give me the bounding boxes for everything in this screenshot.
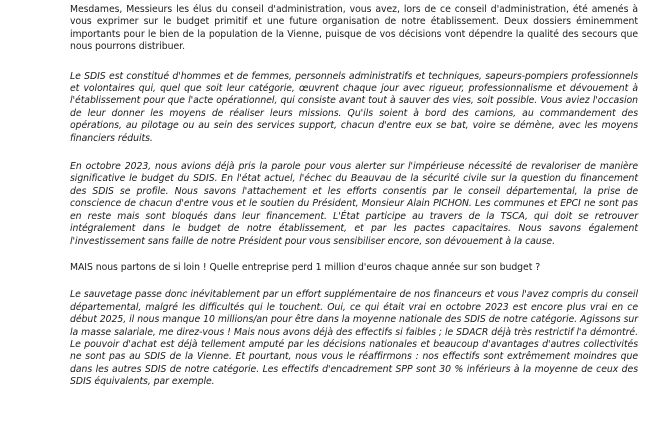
paragraph-sdis-personnel: Le SDIS est constitué d'hommes et de femmes, personnels administratifs et techniques, sapeurs-pompiers professionnels et volontaires qui, quel que soit leur catégorie, œuvrent chaque jour avec rigueur, professionnalisme et dévouement à l'établissement pour que l'acte opérationnel, qui consiste avant tout à sauver des vies, soit possible. Vous aviez l'occasion de leur donner les moyens de réaliser leurs missions. Qu'ils soient à bord des camions, au commandement des opérations, au pilotage ou au sein des services support, chacun d'entre eux se bat, voire se démène, avec les moyens financiers réduits. [70, 70, 638, 144]
paragraph-question: MAIS nous partons de si loin ! Quelle entreprise perd 1 million d'euros chaque année sur son budget ? [70, 261, 541, 273]
paragraph-budget-alert: En octobre 2023, nous avions déjà pris la parole pour vous alerter sur l'impérieuse nécessité de revaloriser de manière significative le budget du SDIS. En l'état actuel, l'échec du Beauvau de la sécurité civile sur la question du financement des SDIS se profile. Nous savons l'attachement et les efforts consentis par le conseil départemental, la prise de conscience de chacun d'entre vous et le soutien du Président, Monsieur Alain PICHON. Les communes et EPCI ne sont pas en reste mais sont bloqués dans leur financement. L'État participe au travers de la TSCA, qui doit se retrouver intégralement dans le budget de notre établissement, et par les pactes capacitaires. Nous savons également l'investissement sans faille de notre Président pour vous sensibiliser encore, son dévouement à la cause. [70, 161, 638, 247]
paragraph-intro: Mesdames, Messieurs les élus du conseil d'administration, vous avez, lors de ce conseil d'administration, été amenés à vous exprimer sur le budget primitif et une future organisation de notre établissement. Deux dossiers éminemment importants pour le bien de la population de la Vienne, puisque de vos décisions vont dépendre la qualité des secours que nous pourrons distribuer. [70, 4, 638, 53]
paragraph-rescue-funding: Le sauvetage passe donc inévitablement par un effort supplémentaire de nos financeurs et vous l'avez compris du conseil départemental, malgré les difficultés qui le touchent. Oui, ce qui était vrai en octobre 2023 est encore plus vrai en ce début 2025, il nous manque 10 millions/an pour être dans la moyenne nationale des SDIS de notre catégorie. Agissons sur la masse salariale, me direz-vous ! Mais nous avons déjà des effectifs si faibles ; le SDACR déjà très restrictif l'a démontré. Le pouvoir d'achat est déjà tellement amputé par les décisions nationales et beaucoup d'avantages d'autres collectivités ne sont pas au SDIS de la Vienne. Et pourtant, nous vous le réaffirmons : nos effectifs sont extrêmement moindres que dans les autres SDIS de notre catégorie. Les effectifs d'encadrement SPP sont 30 % inférieurs à la moyenne de ceux des SDIS équivalents, par exemple. [70, 289, 638, 388]
document-page [70, 4, 638, 389]
